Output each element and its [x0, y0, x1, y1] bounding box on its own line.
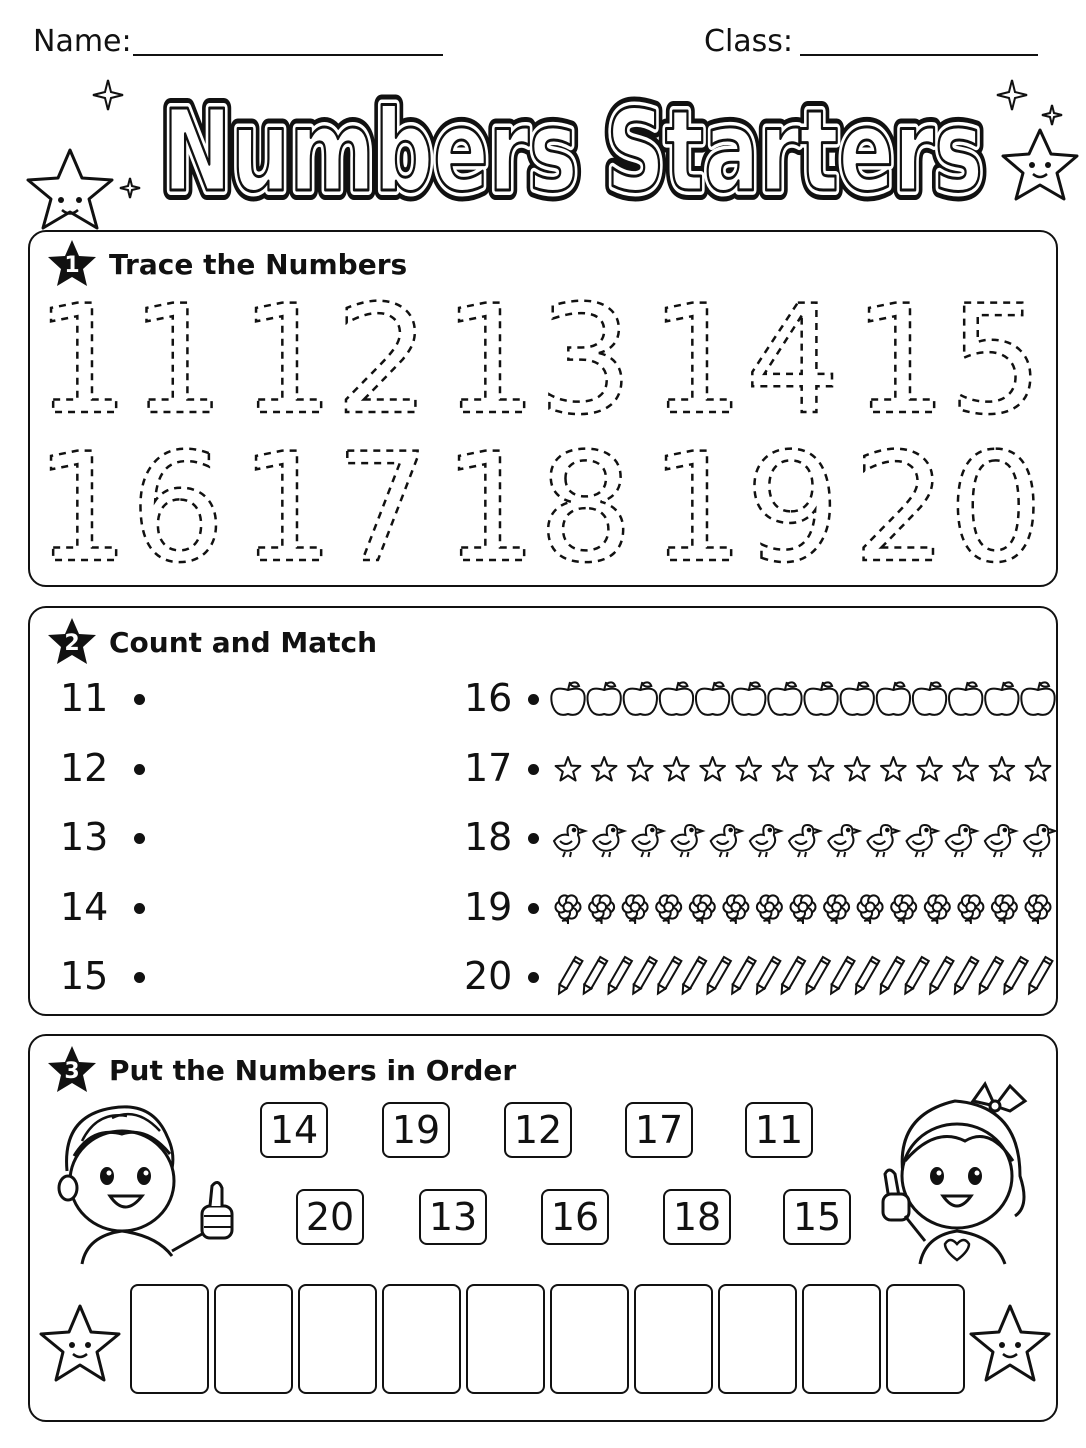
sparkle-icon: [120, 178, 140, 198]
smiley-star-icon: [35, 1301, 125, 1391]
apple-icon: [1021, 682, 1054, 715]
bird-icon: [711, 825, 742, 857]
flower-icon: [1026, 895, 1051, 924]
star-icon: [736, 757, 761, 781]
match-dot[interactable]: [528, 972, 539, 983]
trace-number[interactable]: 17: [239, 422, 431, 596]
pencil-icon: [753, 957, 780, 996]
star-icon: [881, 757, 906, 781]
number-card[interactable]: 15: [783, 1189, 851, 1245]
number-card[interactable]: 16: [541, 1189, 609, 1245]
pencil-icon: [605, 957, 632, 996]
star-badge-icon: 1: [45, 237, 99, 291]
right-number: 17: [464, 746, 513, 790]
trace-number[interactable]: 12: [239, 274, 431, 448]
name-line[interactable]: [133, 54, 443, 56]
left-number: 11: [60, 676, 109, 720]
star-icon: [953, 757, 978, 781]
section-title: Trace the Numbers: [109, 247, 408, 281]
flower-icon: [589, 895, 614, 924]
match-dot[interactable]: [134, 833, 145, 844]
pencil-icon: [951, 957, 978, 996]
right-number: 20: [464, 954, 513, 998]
pencil-icon: [902, 957, 929, 996]
object-rows: [550, 668, 1050, 1008]
apple-icon: [804, 682, 837, 715]
apple-icon: [660, 682, 693, 715]
right-number: 16: [464, 676, 513, 720]
page-title: Numbers Starters: [163, 87, 983, 217]
bird-icon: [1024, 825, 1055, 857]
bird-icon: [672, 825, 703, 857]
bird-icon: [789, 825, 820, 857]
bird-icon: [554, 825, 585, 857]
pencil-icon: [1026, 957, 1053, 996]
star-icon: [773, 757, 798, 781]
answer-box[interactable]: [382, 1284, 461, 1394]
trace-number[interactable]: 15: [852, 274, 1044, 448]
bird-icon: [985, 825, 1016, 857]
apple-icon: [551, 682, 584, 715]
pencil-icon: [630, 957, 657, 996]
star-icon: [1026, 757, 1051, 781]
flower-icon: [992, 895, 1017, 924]
girl-pointing-icon: [865, 1066, 1045, 1266]
bird-icon: [632, 825, 663, 857]
star-icon: [700, 757, 725, 781]
star-icon: [917, 757, 942, 781]
apple-icon: [985, 682, 1018, 715]
trace-number[interactable]: 13: [442, 274, 634, 448]
section-title: Put the Numbers in Order: [109, 1053, 517, 1087]
title-banner: [0, 70, 1086, 215]
number-card[interactable]: 13: [419, 1189, 487, 1245]
trace-number[interactable]: 19: [649, 422, 841, 596]
bird-icon: [946, 825, 977, 857]
match-dot[interactable]: [528, 694, 539, 705]
star-icon: [845, 757, 870, 781]
apple-icon: [587, 682, 620, 715]
bird-icon: [828, 825, 859, 857]
sparkle-icon: [1042, 105, 1062, 125]
apple-icon: [768, 682, 801, 715]
right-number: 18: [464, 815, 513, 859]
sparkle-icon: [997, 80, 1027, 110]
smiley-star-icon-left: [28, 150, 112, 228]
pencil-icon: [654, 957, 681, 996]
pencil-icon: [803, 957, 830, 996]
title-outline: Numbers Starters: [163, 87, 983, 217]
number-card[interactable]: 11: [745, 1102, 813, 1158]
smiley-star-icon: [965, 1301, 1055, 1391]
apple-icon: [732, 682, 765, 715]
smiley-star-icon-right: [1003, 130, 1077, 199]
sparkle-icon: [93, 80, 123, 110]
apple-icon: [913, 682, 946, 715]
flower-icon: [623, 895, 648, 924]
trace-section: [28, 230, 1058, 596]
pencil-icon: [852, 957, 879, 996]
pencil-icon: [1001, 957, 1028, 996]
star-icon: [628, 757, 653, 781]
left-number: 15: [60, 954, 109, 998]
pencil-icon: [729, 957, 756, 996]
pencil-icon: [778, 957, 805, 996]
class-label: Class:: [704, 24, 794, 59]
right-number: 19: [464, 885, 513, 929]
match-dot[interactable]: [134, 903, 145, 914]
pencil-icon: [828, 957, 855, 996]
match-dot[interactable]: [134, 694, 145, 705]
star-icon: [809, 757, 834, 781]
match-dot[interactable]: [528, 833, 539, 844]
trace-number[interactable]: 20: [852, 422, 1044, 596]
name-label: Name:: [33, 24, 132, 59]
answer-box[interactable]: [718, 1284, 797, 1394]
apple-icon: [877, 682, 910, 715]
star-icon: [664, 757, 689, 781]
flower-icon: [958, 895, 983, 924]
pencil-icon: [976, 957, 1003, 996]
bird-icon: [593, 825, 624, 857]
pencil-icon: [580, 957, 607, 996]
flower-icon: [791, 895, 816, 924]
trace-number[interactable]: 11: [34, 274, 226, 448]
star-icon: [556, 757, 581, 781]
apple-icon: [949, 682, 982, 715]
bird-icon: [907, 825, 938, 857]
flower-icon: [690, 895, 715, 924]
pencil-icon: [679, 957, 706, 996]
number-card[interactable]: 12: [504, 1102, 572, 1158]
pencil-icon: [927, 957, 954, 996]
pencil-icon: [704, 957, 731, 996]
left-number: 13: [60, 815, 109, 859]
answer-box[interactable]: [130, 1284, 209, 1394]
flower-icon: [858, 895, 883, 924]
answer-box[interactable]: [466, 1284, 545, 1394]
number-card[interactable]: 19: [382, 1102, 450, 1158]
section-header: [45, 615, 377, 669]
answer-box[interactable]: [802, 1284, 881, 1394]
star-icon: [592, 757, 617, 781]
trace-numbers[interactable]: [34, 274, 1044, 596]
answer-box[interactable]: [550, 1284, 629, 1394]
number-card[interactable]: 18: [663, 1189, 731, 1245]
trace-number[interactable]: 18: [442, 422, 634, 596]
apple-icon: [841, 682, 874, 715]
apple-icon: [696, 682, 729, 715]
class-line[interactable]: [800, 54, 1038, 56]
number-card[interactable]: 20: [296, 1189, 364, 1245]
number-card[interactable]: 17: [625, 1102, 693, 1158]
order-section: [28, 1034, 1058, 1422]
flower-icon: [556, 895, 581, 924]
count-match-section: [28, 606, 1058, 1016]
answer-box[interactable]: [298, 1284, 377, 1394]
flower-icon: [656, 895, 681, 924]
answer-box[interactable]: [214, 1284, 293, 1394]
star-badge-icon: 2: [45, 615, 99, 669]
match-dot[interactable]: [528, 903, 539, 914]
flower-icon: [757, 895, 782, 924]
flower-icon: [891, 895, 916, 924]
section-title: Count and Match: [109, 625, 378, 659]
star-badge-icon: 3: [45, 1043, 99, 1097]
left-number: 12: [60, 746, 109, 790]
flower-icon: [723, 895, 748, 924]
flower-icon: [824, 895, 849, 924]
number-card[interactable]: 14: [260, 1102, 328, 1158]
match-dot[interactable]: [134, 972, 145, 983]
trace-number[interactable]: 16: [34, 422, 226, 596]
section-header: [45, 1043, 516, 1097]
pencil-icon: [556, 957, 583, 996]
match-dot[interactable]: [528, 764, 539, 775]
trace-number[interactable]: 14: [649, 274, 841, 448]
flower-icon: [925, 895, 950, 924]
pencil-icon: [877, 957, 904, 996]
bird-icon: [750, 825, 781, 857]
match-dot[interactable]: [134, 764, 145, 775]
left-number: 14: [60, 885, 109, 929]
bird-icon: [867, 825, 898, 857]
title-fill-halo: Numbers Starters: [163, 87, 983, 217]
star-icon: [990, 757, 1015, 781]
answer-box[interactable]: [634, 1284, 713, 1394]
boy-thumbs-up-icon: [52, 1096, 242, 1266]
answer-box[interactable]: [886, 1284, 965, 1394]
apple-icon: [624, 682, 657, 715]
